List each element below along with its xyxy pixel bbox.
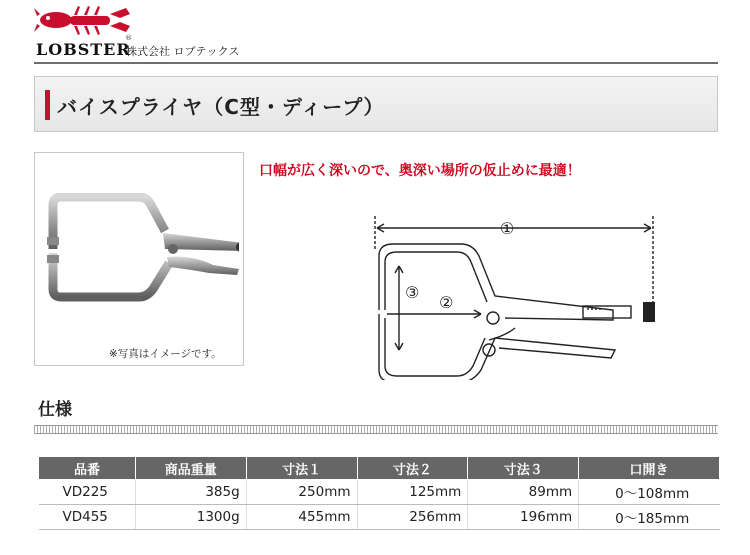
photo-disclaimer: ※写真はイメージです。: [109, 348, 222, 360]
cell-opening: 0〜108mm: [579, 480, 720, 505]
dimension-label-1: ①: [499, 219, 515, 238]
table-row: [39, 480, 720, 505]
spec-divider: [34, 425, 718, 434]
column-header-weight: 商品重量: [135, 457, 246, 480]
dimension-label-3: ③: [405, 283, 420, 302]
registered-mark: ®: [125, 34, 132, 42]
vise-pliers-photo-icon: [43, 193, 239, 303]
cell-weight: 1300g: [135, 505, 246, 530]
column-header-hinban: 品番: [39, 457, 136, 480]
cell-dim1: 250mm: [246, 480, 357, 505]
product-title-bar: [34, 76, 718, 132]
product-photo-box: [34, 152, 244, 366]
feature-highlight: 口幅が広く深いので、奥深い場所の仮止めに最適！: [259, 163, 581, 179]
column-header-opening: 口開き: [579, 457, 720, 480]
cell-dim2: 256mm: [357, 505, 468, 530]
lobster-icon: [34, 4, 134, 38]
table-row: [39, 505, 720, 530]
dimension-label-2: ②: [439, 293, 454, 312]
column-header-dim1: 寸法１: [246, 457, 357, 480]
cell-dim1: 455mm: [246, 505, 357, 530]
cell-dim3: 89mm: [468, 480, 579, 505]
column-header-dim3: 寸法３: [468, 457, 579, 480]
cell-dim3: 196mm: [468, 505, 579, 530]
title-accent-bar: [45, 90, 50, 120]
spec-table: [38, 456, 720, 530]
dimension-diagram-icon: [365, 210, 665, 380]
product-title: バイスプライヤ（C型・ディープ）: [57, 95, 385, 119]
spec-header-row: [39, 457, 720, 480]
company-name: 株式会社 ロブテックス: [126, 45, 240, 58]
brand-name: LOBSTER: [36, 40, 131, 59]
header-divider: [34, 62, 718, 64]
cell-opening: 0〜185mm: [579, 505, 720, 530]
cell-weight: 385g: [135, 480, 246, 505]
cell-hinban: VD455: [39, 505, 136, 530]
site-header: [34, 4, 734, 64]
spec-heading: 仕様: [38, 400, 72, 420]
column-header-dim2: 寸法２: [357, 457, 468, 480]
cell-hinban: VD225: [39, 480, 136, 505]
cell-dim2: 125mm: [357, 480, 468, 505]
